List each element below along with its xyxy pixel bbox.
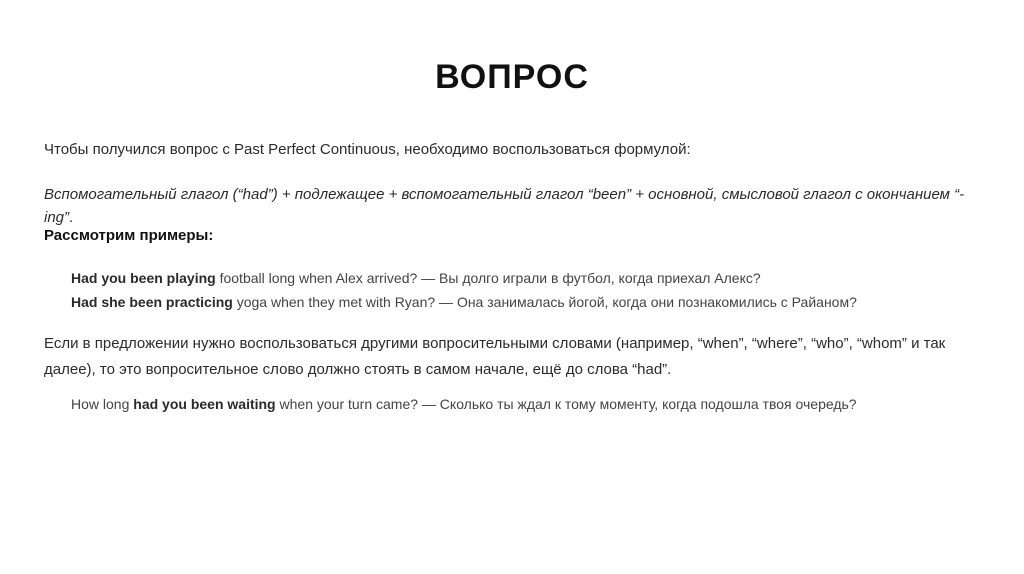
example-2 (71, 294, 857, 310)
example-2-rest: yoga when they met with Ryan? — Она занималась йогой, когда они познакомились с Райаном? (232, 294, 857, 310)
example-wh-bold: had you been waiting (133, 396, 276, 412)
formula-text (44, 183, 984, 229)
formula-period: . (69, 209, 74, 226)
example-wh (71, 396, 857, 412)
example-1-rest: football long when Alex arrived? — Вы долго играли в футбол, когда приехал Алекс? (215, 270, 761, 286)
example-1-bold: Had you been playing (71, 270, 216, 286)
intro-text: Чтобы получился вопрос с Past Perfect Continuous, необходимо воспользоваться формулой: (44, 141, 691, 158)
slide-title: ВОПРОС (435, 58, 589, 96)
example-wh-before: How long (71, 396, 134, 412)
question-word-note: Если в предложении нужно воспользоваться другими вопросительными словами (например, “when”, “where”, “who”, “whom” и так далее), то это вопросительное слово должно стоять в самом начале, ещё до слова “had”. (44, 335, 946, 378)
formula-italic: Вспомогательный глагол (“had”) + подлежащее + вспомогательный глагол “been” + основной, смысловой глагол с окончанием “-ing” (44, 186, 965, 226)
examples-heading: Рассмотрим примеры: (44, 227, 214, 244)
example-2-bold: Had she been practicing (71, 294, 233, 310)
example-wh-rest: when your turn came? — Сколько ты ждал к тому моменту, когда подошла твоя очередь? (275, 396, 857, 412)
example-1 (71, 270, 761, 286)
